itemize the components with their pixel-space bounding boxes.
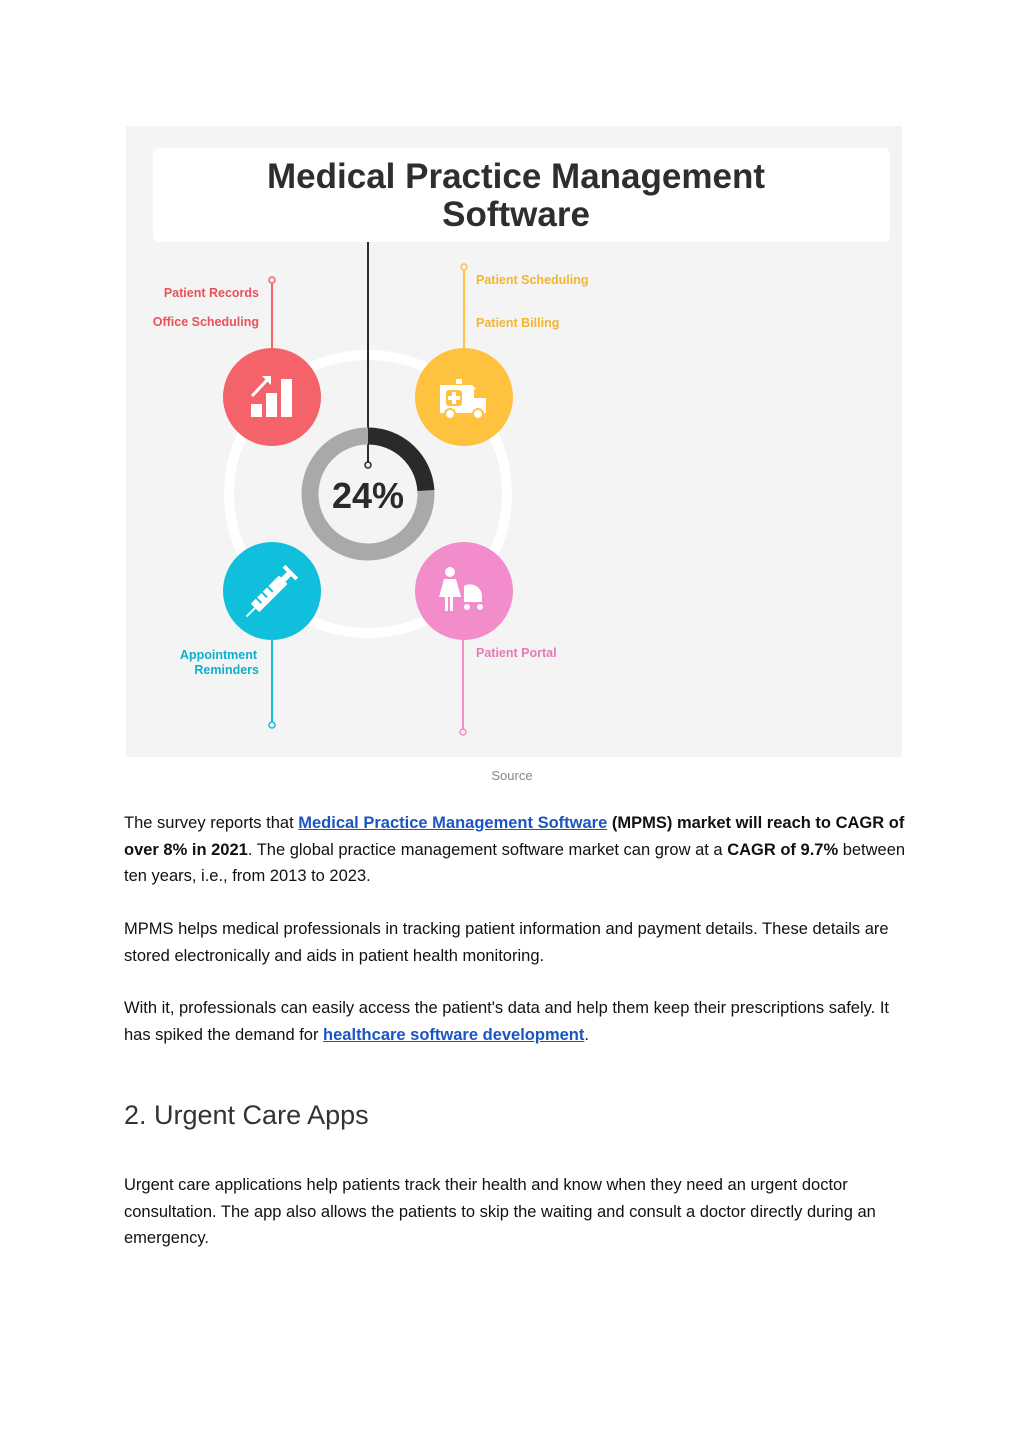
label-patient-scheduling: Patient Scheduling <box>476 273 589 287</box>
paragraph-survey-text-a: The survey reports that <box>124 814 299 832</box>
label-patient-billing: Patient Billing <box>476 316 560 330</box>
label-appointment-line2: Reminders <box>194 663 259 677</box>
infographic-image <box>126 126 902 757</box>
label-appointment-line1: Appointment <box>179 648 257 662</box>
mpms-link[interactable]: Medical Practice Management Software <box>298 814 608 832</box>
cyan-connector-dot <box>269 722 275 728</box>
red-connector-dot <box>269 277 275 283</box>
label-patient-records: Patient Records <box>163 286 259 300</box>
yellow-connector-dot <box>461 264 467 270</box>
paragraph-urgent-care: Urgent care applications help patients track their health and know when they need an urgent doctor consultation. The app also allows the patients to skip the waiting and consult a doctor directly during an emergency. <box>124 1176 876 1247</box>
paragraph-access-text-a: With it, professionals can easily access the patient's data and help them keep their prescriptions safely. It has spiked the demand for <box>124 999 889 1044</box>
paragraph-survey-bold-a: (MPMS) market will reach to CAGR of over 8% in 2021 <box>124 814 905 859</box>
healthcare-software-link[interactable]: healthcare software development <box>323 1025 585 1044</box>
paragraph-access <box>124 995 914 1048</box>
pink-connector-dot <box>460 729 466 735</box>
title-connector-dot <box>365 462 371 468</box>
paragraph-survey-bold-b: CAGR of 9.7% <box>727 840 839 859</box>
section-heading: 2. Urgent Care Apps <box>124 1100 369 1130</box>
paragraph-survey <box>124 810 914 890</box>
paragraph-survey-text-c: between ten years, i.e., from 2013 to 2023. <box>124 840 906 885</box>
label-patient-portal: Patient Portal <box>476 646 557 660</box>
infographic-title-line2: Software <box>442 195 590 234</box>
label-office-scheduling: Office Scheduling <box>152 315 259 329</box>
image-caption: Source <box>491 768 533 783</box>
paragraph-mpms: MPMS helps medical professionals in tracking patient information and payment details. These details are stored electronically and aids in patient health monitoring. <box>124 920 889 965</box>
infographic-title-line1: Medical Practice Management <box>267 157 765 196</box>
paragraph-access-text-b: . <box>584 1025 589 1044</box>
paragraph-survey-text-b: . The global practice management software market can grow at a <box>247 840 728 859</box>
infographic-svg <box>126 126 902 757</box>
percent-label: 24% <box>331 475 405 516</box>
